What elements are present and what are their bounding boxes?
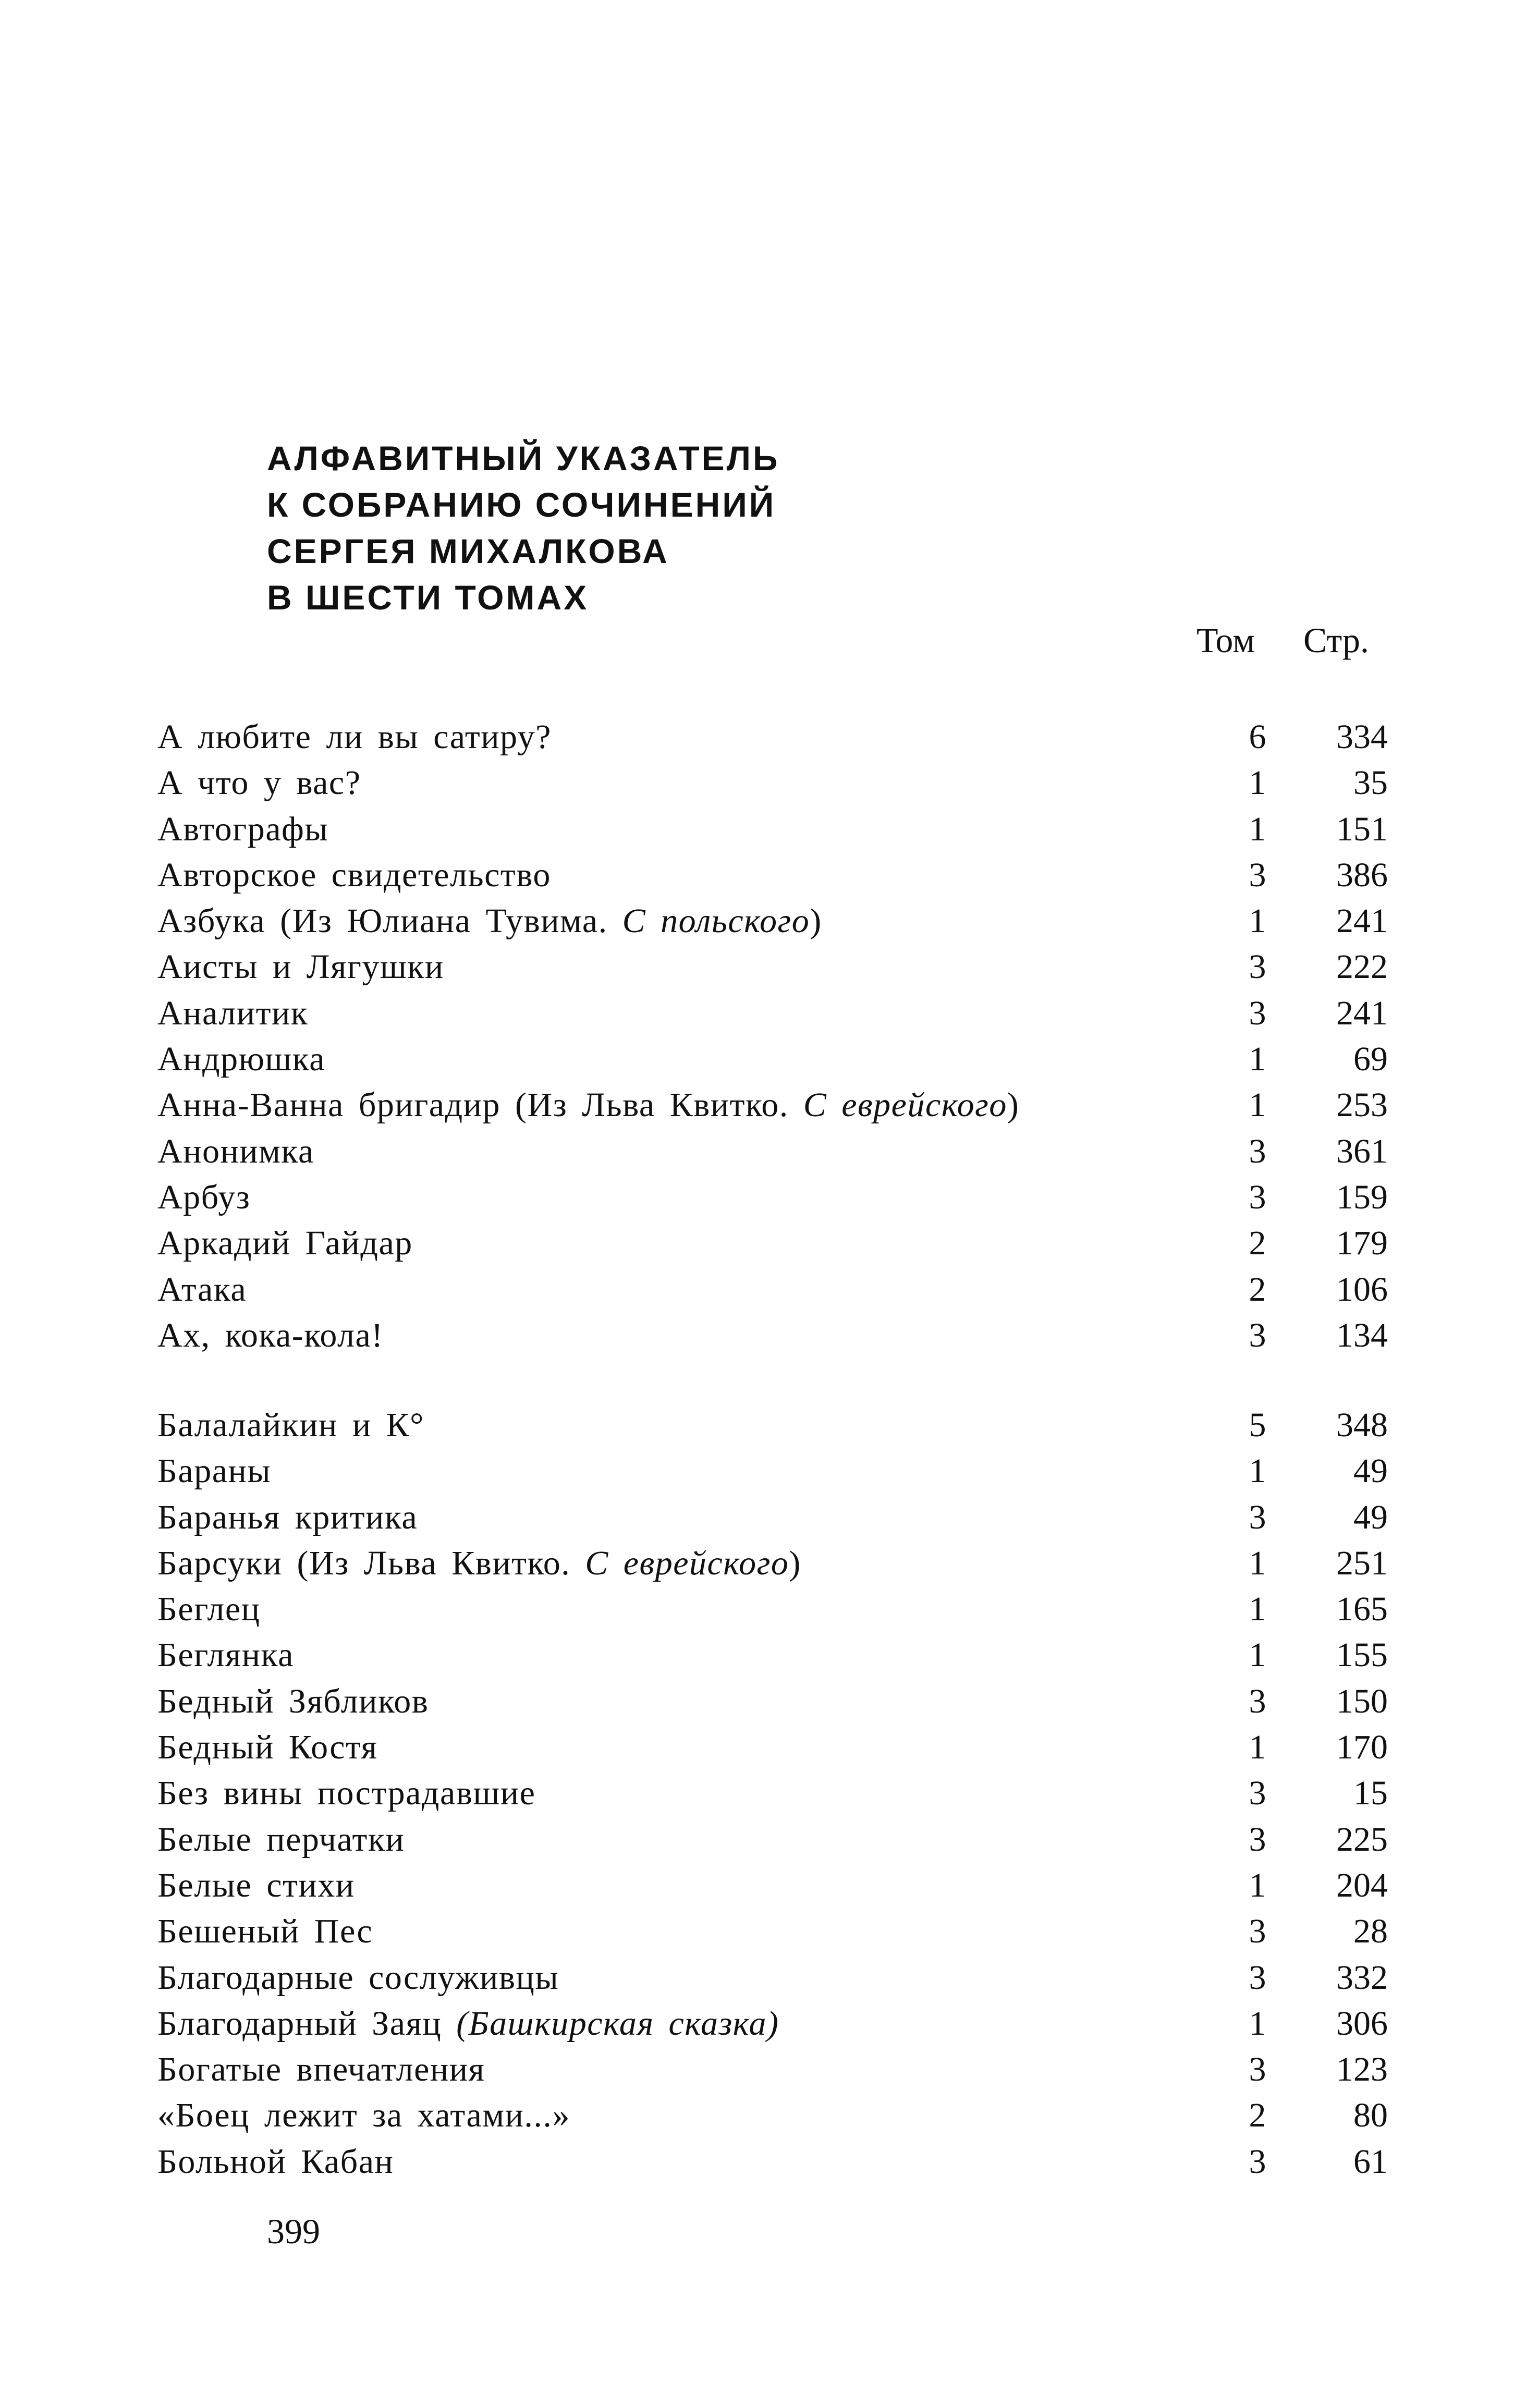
entry-title bbox=[157, 1313, 384, 1359]
entry-page: 150 bbox=[1336, 1682, 1388, 1720]
index-entry bbox=[157, 898, 1388, 944]
entry-title bbox=[157, 1632, 294, 1678]
entry-page: 28 bbox=[1353, 1912, 1388, 1951]
entry-page: 134 bbox=[1336, 1316, 1388, 1354]
entry-note: (Башкирская сказка) bbox=[456, 2004, 779, 2043]
entry-title bbox=[157, 2093, 570, 2138]
entry-page: 179 bbox=[1336, 1224, 1388, 1263]
entry-page: 361 bbox=[1336, 1132, 1388, 1170]
heading-line: АЛФАВИТНЫЙ УКАЗАТЕЛЬ bbox=[267, 439, 780, 478]
entry-volume: 3 bbox=[1249, 1682, 1266, 1720]
index-entry bbox=[157, 1448, 1388, 1494]
entry-note: С польского bbox=[622, 902, 810, 940]
entry-page: 35 bbox=[1353, 764, 1388, 802]
entry-volume: 3 bbox=[1249, 1316, 1266, 1354]
entry-title-text: Авторское свидетельство bbox=[157, 855, 551, 894]
entry-page: 106 bbox=[1336, 1270, 1388, 1309]
entry-title-text: Аркадий Гайдар bbox=[157, 1224, 413, 1263]
entry-title bbox=[157, 1863, 355, 1909]
entry-volume: 2 bbox=[1249, 1270, 1266, 1309]
entry-volume: 1 bbox=[1249, 1866, 1266, 1904]
entry-title-suffix: ) bbox=[810, 902, 822, 940]
entry-volume: 5 bbox=[1249, 1406, 1266, 1444]
entry-volume: 3 bbox=[1249, 1498, 1266, 1536]
entry-volume: 1 bbox=[1249, 902, 1266, 940]
entry-volume: 2 bbox=[1249, 2096, 1266, 2135]
entry-page: 222 bbox=[1336, 948, 1388, 986]
entry-page: 204 bbox=[1336, 1866, 1388, 1904]
entry-volume: 3 bbox=[1249, 855, 1266, 894]
entry-title bbox=[157, 1402, 424, 1448]
entry-title-text: Благодарные сослуживцы bbox=[157, 1958, 559, 1997]
entry-volume: 3 bbox=[1249, 1132, 1266, 1170]
entry-title-text: Атака bbox=[157, 1270, 247, 1309]
index-entry bbox=[157, 2047, 1388, 2093]
index-entry bbox=[157, 714, 1388, 760]
entry-title bbox=[157, 991, 308, 1036]
entry-volume: 1 bbox=[1249, 1040, 1266, 1079]
entry-volume: 1 bbox=[1249, 1544, 1266, 1582]
entry-title-text: Балалайкин и К° bbox=[157, 1406, 425, 1444]
entry-title bbox=[157, 1036, 325, 1082]
entry-title-suffix: ) bbox=[1007, 1086, 1020, 1124]
entry-page: 165 bbox=[1336, 1590, 1388, 1629]
index-heading bbox=[267, 435, 779, 621]
entry-title bbox=[157, 1220, 413, 1266]
index-entry bbox=[157, 806, 1388, 852]
entry-page: 253 bbox=[1336, 1086, 1388, 1124]
entry-title bbox=[157, 1725, 377, 1770]
entry-title-text: А что у вас? bbox=[157, 764, 361, 802]
entry-title-text: Баранья критика bbox=[157, 1498, 418, 1536]
entry-title bbox=[157, 1082, 1019, 1128]
entry-title bbox=[157, 1770, 535, 1816]
entry-title bbox=[157, 2139, 394, 2185]
entry-title-text: Благодарный Заяц bbox=[157, 2004, 457, 2043]
entry-volume: 3 bbox=[1249, 1178, 1266, 1216]
index-entry bbox=[157, 1863, 1388, 1909]
index-entry bbox=[157, 1725, 1388, 1770]
entry-volume: 6 bbox=[1249, 718, 1266, 756]
entry-page: 348 bbox=[1336, 1406, 1388, 1444]
entry-title bbox=[157, 1267, 247, 1313]
entry-volume: 1 bbox=[1249, 1636, 1266, 1674]
page-number: 399 bbox=[267, 2211, 320, 2251]
entry-title-text: Азбука (Из Юлиана Тувима. bbox=[157, 902, 622, 940]
index-entry bbox=[157, 991, 1388, 1036]
index-entry bbox=[157, 760, 1388, 806]
entry-page: 159 bbox=[1336, 1178, 1388, 1216]
entry-title bbox=[157, 2001, 779, 2047]
entry-volume: 3 bbox=[1249, 1774, 1266, 1813]
entry-title-text: Беглец bbox=[157, 1590, 261, 1629]
heading-line: СЕРГЕЯ МИХАЛКОВА bbox=[267, 532, 669, 570]
entry-title bbox=[157, 898, 822, 944]
entry-title bbox=[157, 1541, 801, 1586]
entry-title-text: А любите ли вы сатиру? bbox=[157, 718, 552, 756]
entry-title-text: Анонимка bbox=[157, 1132, 314, 1170]
entry-title bbox=[157, 852, 551, 898]
entry-page: 251 bbox=[1336, 1544, 1388, 1582]
index-entry bbox=[157, 1817, 1388, 1863]
entry-page: 49 bbox=[1353, 1452, 1388, 1490]
entry-page: 155 bbox=[1336, 1636, 1388, 1674]
volume-column-header: Том bbox=[1196, 620, 1255, 660]
index-entry bbox=[157, 1586, 1388, 1632]
entry-page: 61 bbox=[1353, 2142, 1388, 2181]
entry-page: 170 bbox=[1336, 1728, 1388, 1767]
entry-title-text: Больной Кабан bbox=[157, 2142, 394, 2181]
entry-title bbox=[157, 1495, 418, 1541]
index-entry bbox=[157, 2093, 1388, 2138]
index-entry bbox=[157, 1679, 1388, 1725]
entry-title bbox=[157, 1448, 271, 1494]
index-entry bbox=[157, 1909, 1388, 1954]
entry-page: 15 bbox=[1353, 1774, 1388, 1813]
entry-volume: 3 bbox=[1249, 994, 1266, 1032]
entry-note: С еврейского bbox=[585, 1544, 789, 1582]
index-section-b bbox=[157, 1402, 1388, 2185]
entry-page: 332 bbox=[1336, 1958, 1388, 1997]
entry-title bbox=[157, 1817, 405, 1863]
entry-title bbox=[157, 806, 328, 852]
index-entry bbox=[157, 1267, 1388, 1313]
entry-volume: 1 bbox=[1249, 1452, 1266, 1490]
entry-volume: 1 bbox=[1249, 810, 1266, 848]
entry-title-text: Анна-Ванна бригадир (Из Льва Квитко. bbox=[157, 1086, 803, 1124]
index-section-a bbox=[157, 714, 1388, 1359]
entry-title-text: «Боец лежит за хатами...» bbox=[157, 2096, 570, 2135]
entry-title-text: Белые стихи bbox=[157, 1866, 355, 1904]
index-entry bbox=[157, 2001, 1388, 2047]
entry-volume: 1 bbox=[1249, 1728, 1266, 1767]
index-entry bbox=[157, 1220, 1388, 1266]
entry-title-text: Автографы bbox=[157, 810, 329, 848]
entry-volume: 3 bbox=[1249, 2142, 1266, 2181]
index-entry bbox=[157, 1082, 1388, 1128]
entry-page: 49 bbox=[1353, 1498, 1388, 1536]
entry-title-text: Бедный Зябликов bbox=[157, 1682, 429, 1720]
index-entry bbox=[157, 1129, 1388, 1175]
entry-title bbox=[157, 1129, 314, 1175]
entry-volume: 3 bbox=[1249, 1820, 1266, 1859]
index-entry bbox=[157, 1632, 1388, 1678]
entry-title-text: Богатые впечатления bbox=[157, 2050, 485, 2089]
index-entry bbox=[157, 2139, 1388, 2185]
entry-page: 123 bbox=[1336, 2050, 1388, 2089]
entry-page: 151 bbox=[1336, 810, 1388, 848]
entry-page: 334 bbox=[1336, 718, 1388, 756]
index-entry bbox=[157, 1541, 1388, 1586]
entry-title-suffix: ) bbox=[789, 1544, 801, 1582]
entry-title bbox=[157, 1679, 429, 1725]
entry-title bbox=[157, 1909, 373, 1954]
entry-title-text: Бешеный Пес bbox=[157, 1912, 373, 1951]
index-entry bbox=[157, 1770, 1388, 1816]
entry-title-text: Ах, кока-кола! bbox=[157, 1316, 384, 1354]
index-entry bbox=[157, 1175, 1388, 1220]
page-column-header: Стр. bbox=[1303, 620, 1370, 660]
entry-title bbox=[157, 1175, 250, 1220]
index-entry bbox=[157, 852, 1388, 898]
entry-volume: 1 bbox=[1249, 764, 1266, 802]
entry-title-text: Бараны bbox=[157, 1452, 272, 1490]
index-entry bbox=[157, 1036, 1388, 1082]
entry-volume: 1 bbox=[1249, 2004, 1266, 2043]
entry-page: 69 bbox=[1353, 1040, 1388, 1079]
entry-page: 241 bbox=[1336, 994, 1388, 1032]
entry-volume: 3 bbox=[1249, 948, 1266, 986]
entry-volume: 1 bbox=[1249, 1590, 1266, 1629]
entry-title-text: Беглянка bbox=[157, 1636, 294, 1674]
entry-title-text: Андрюшка bbox=[157, 1040, 326, 1079]
index-entry bbox=[157, 1402, 1388, 1448]
entry-title bbox=[157, 944, 444, 990]
entry-title bbox=[157, 760, 361, 806]
heading-line: В ШЕСТИ ТОМАХ bbox=[267, 578, 589, 617]
entry-page: 225 bbox=[1336, 1820, 1388, 1859]
index-entry bbox=[157, 944, 1388, 990]
entry-page: 386 bbox=[1336, 855, 1388, 894]
entry-title bbox=[157, 714, 552, 760]
entry-title-text: Аисты и Лягушки bbox=[157, 948, 444, 986]
entry-title-text: Белые перчатки bbox=[157, 1820, 405, 1859]
index-entry bbox=[157, 1313, 1388, 1359]
entry-volume: 3 bbox=[1249, 1958, 1266, 1997]
entry-title-text: Арбуз bbox=[157, 1178, 251, 1216]
entry-volume: 1 bbox=[1249, 1086, 1266, 1124]
heading-line: К СОБРАНИЮ СОЧИНЕНИЙ bbox=[267, 485, 776, 524]
entry-volume: 2 bbox=[1249, 1224, 1266, 1263]
entry-page: 306 bbox=[1336, 2004, 1388, 2043]
entry-title-text: Бедный Костя bbox=[157, 1728, 378, 1767]
entry-note: С еврейского bbox=[803, 1086, 1007, 1124]
index-entry bbox=[157, 1495, 1388, 1541]
entry-page: 241 bbox=[1336, 902, 1388, 940]
entry-title-text: Аналитик bbox=[157, 994, 309, 1032]
entry-page: 80 bbox=[1353, 2096, 1388, 2135]
entry-title bbox=[157, 1586, 260, 1632]
entry-title bbox=[157, 1955, 559, 2001]
entry-title-text: Без вины пострадавшие bbox=[157, 1774, 536, 1813]
entry-volume: 3 bbox=[1249, 2050, 1266, 2089]
entry-title-text: Барсуки (Из Льва Квитко. bbox=[157, 1544, 585, 1582]
entry-volume: 3 bbox=[1249, 1912, 1266, 1951]
index-entry bbox=[157, 1955, 1388, 2001]
entry-title bbox=[157, 2047, 485, 2093]
